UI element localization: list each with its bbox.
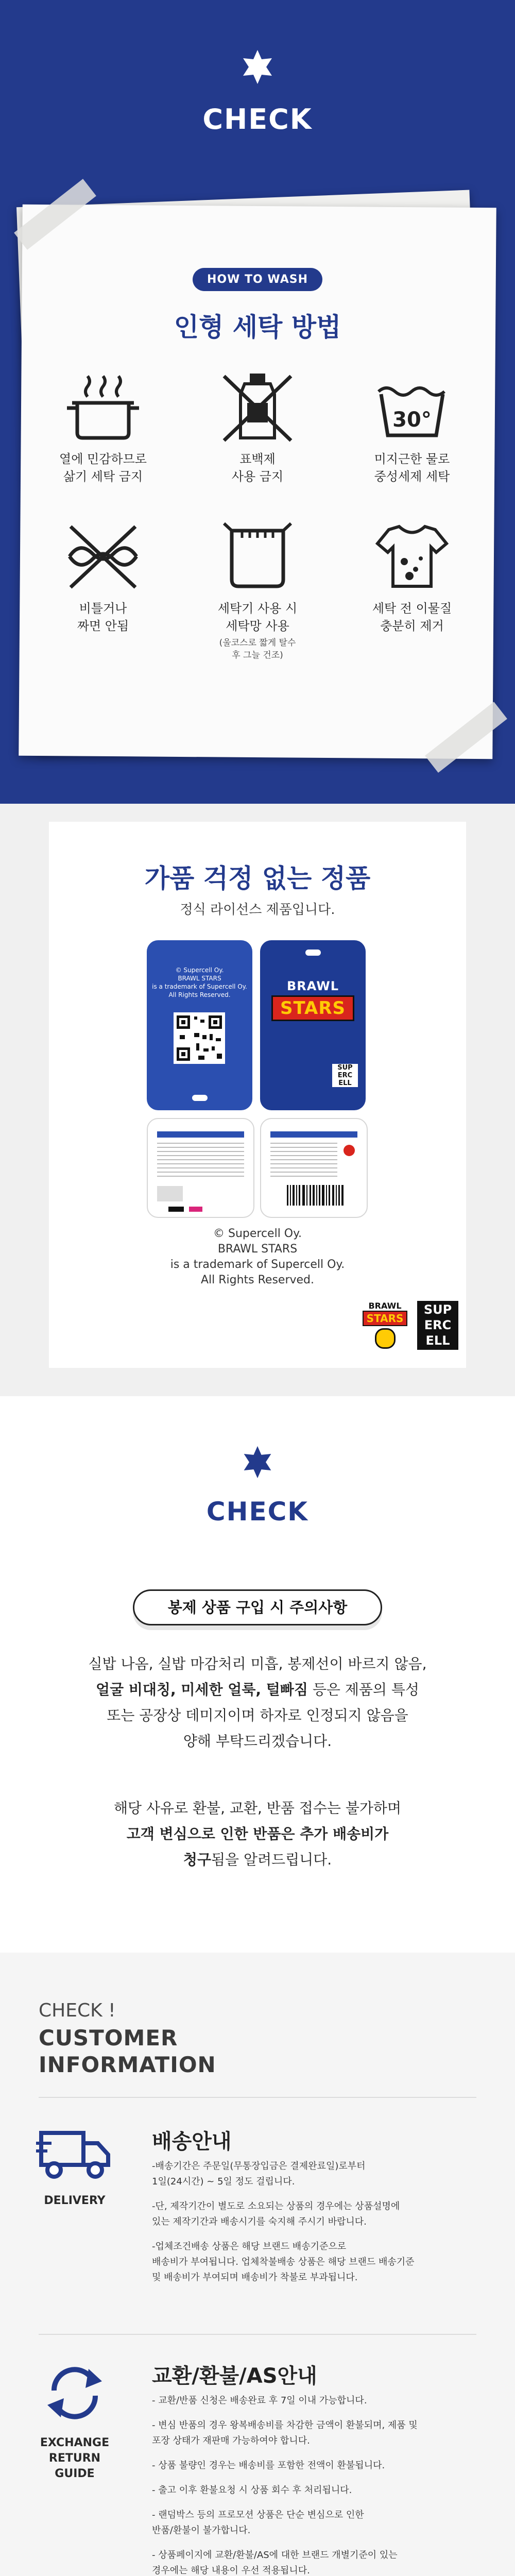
exchange-label — [26, 2435, 124, 2482]
svg-text:30°: 30° — [392, 408, 432, 432]
delivery-line: 배송비가 부여됩니다. 업체착불배송 상품은 해당 브랜드 배송기준 — [152, 2257, 415, 2267]
wash-note-line: (울코스로 짧게 탈수 — [219, 638, 296, 648]
caution-paragraph-2 — [0, 1795, 515, 1873]
exchange-label-line: EXCHANGE — [40, 2436, 110, 2449]
wash-item-wring — [41, 520, 165, 635]
delivery-truck-icon — [36, 2128, 113, 2184]
exchange-paragraph — [152, 2418, 476, 2449]
tag-legal-line: All Rights Reserved. — [168, 991, 231, 998]
wash-section — [0, 0, 515, 804]
boiling-pot-icon — [64, 371, 142, 443]
copyright-block — [49, 1226, 466, 1288]
exchange-label-line: RETURN — [48, 2452, 101, 2465]
wash-item-30 — [350, 371, 474, 485]
exchange-line: 반품/환불이 불가합니다. — [152, 2525, 251, 2536]
exchange-paragraph — [152, 2483, 476, 2498]
genuine-title: 가품 걱정 없는 정품 — [144, 863, 371, 893]
supercell-logo-line: ELL — [338, 1079, 352, 1087]
brawl-stars-logo — [360, 1301, 409, 1349]
copyright-line: is a trademark of Supercell Oy. — [170, 1258, 345, 1271]
caution-bold: 얼굴 비대칭, 미세한 얼룩, 털빠짐 — [96, 1681, 308, 1698]
delivery-line: 1일(24시간) ~ 5일 정도 걸립니다. — [152, 2176, 295, 2187]
caution-line — [0, 1677, 515, 1703]
stars-logo-text: STARS — [363, 1311, 408, 1326]
wash-item-net — [196, 520, 319, 662]
supercell-logo-line: SUP — [337, 1064, 353, 1072]
exchange-paragraph — [152, 2393, 476, 2409]
check-title: CHECK — [206, 1497, 309, 1527]
wash-caption-line: 열에 민감하므로 — [59, 452, 147, 466]
supercell-logo-line: ELL — [425, 1333, 450, 1348]
wash-caption-line: 세탁망 사용 — [226, 619, 289, 633]
genuine-section — [0, 804, 515, 1396]
exchange-line: 포장 상태가 재판매 가능하여야 합니다. — [152, 2435, 310, 2446]
delivery-line: -단, 제작기간이 별도로 소요되는 상품의 경우에는 상품설명에 — [152, 2201, 400, 2212]
wash-caption-line: 삶기 세탁 금지 — [63, 469, 143, 484]
caution-paragraph-1 — [0, 1651, 515, 1754]
badge-star-icon — [239, 49, 276, 85]
wash-caption-line: 비틀거나 — [79, 601, 127, 616]
exchange-text — [152, 2393, 476, 2576]
supercell-logo — [417, 1301, 458, 1350]
check-title: CHECK — [202, 103, 313, 135]
delivery-paragraph — [152, 2239, 476, 2285]
how-to-wash-badge: HOW TO WASH — [193, 268, 322, 291]
customer-info-section — [0, 1953, 515, 2576]
exchange-line: - 출고 이후 환불요청 시 상품 회수 후 처리됩니다. — [152, 2485, 352, 2496]
exchange-line: 경우에는 해당 내용이 우선 적용됩니다. — [152, 2565, 310, 2576]
qr-code-icon — [174, 1012, 225, 1064]
ci-big-title — [39, 2025, 216, 2078]
caution-line: 실밥 나옴, 실밥 마감처리 미흡, 봉제선이 바르지 않음, — [88, 1655, 427, 1672]
delivery-line: 및 배송비가 부여되며 배송비가 착불로 부과됩니다. — [152, 2272, 358, 2283]
brawl-logo-text: BRAWL — [286, 979, 339, 993]
barcode-icon — [287, 1185, 344, 1206]
ci-small-title: CHECK ! — [39, 2000, 116, 2021]
exchange-arrows-icon — [41, 2360, 108, 2427]
delivery-line: -배송기간은 주문일(무통장입금은 결제완료일)로부터 — [152, 2161, 366, 2172]
copyright-line: © Supercell Oy. — [213, 1227, 302, 1240]
exchange-line: - 교환/반품 신청은 배송완료 후 7일 이내 가능합니다. — [152, 2395, 367, 2406]
caution-line: 양해 부탁드리겠습니다. — [183, 1733, 332, 1750]
tag-legal-line: BRAWL STARS — [178, 975, 221, 982]
wash-item-stain — [350, 520, 474, 635]
wash-caption-line: 표백제 — [239, 452, 276, 466]
wash-30-icon — [373, 371, 451, 443]
genuine-subtitle: 정식 라이선스 제품입니다. — [180, 902, 335, 918]
divider — [39, 2334, 476, 2335]
exchange-label-line: GUIDE — [55, 2467, 95, 2480]
supercell-logo-line: ERC — [424, 1318, 452, 1332]
brawl-logo-text: BRAWL — [368, 1301, 402, 1311]
tag-white-left — [147, 1118, 254, 1218]
ci-big-title-line: CUSTOMER — [39, 2025, 178, 2050]
laundry-net-icon — [219, 520, 296, 592]
copyright-line: All Rights Reserved. — [200, 1274, 315, 1286]
genuine-card — [49, 822, 466, 1368]
caution-line: 해당 사유로 환불, 교환, 반품 접수는 불가하며 — [113, 1800, 402, 1817]
caution-line — [0, 1847, 515, 1873]
caution-pill: 봉제 상품 구입 시 주의사항 — [133, 1589, 382, 1625]
delivery-paragraph — [152, 2159, 476, 2190]
no-wring-icon — [64, 520, 142, 592]
delivery-paragraph — [152, 2199, 476, 2230]
caution-bold: 고객 변심으로 인한 반품은 추가 배송비가 — [126, 1825, 389, 1842]
wash-caption-line: 세탁기 사용 시 — [217, 601, 298, 616]
tag-back-blue — [147, 940, 252, 1110]
wash-item-boil — [41, 371, 165, 485]
shirt-stain-icon — [373, 520, 451, 592]
tag-legal-line: © Supercell Oy. — [175, 967, 224, 974]
wash-caption-line: 짜면 안됨 — [77, 619, 129, 633]
wash-caption-line: 미지근한 물로 — [374, 452, 450, 466]
wash-caption-line: 사용 금지 — [231, 469, 284, 484]
caution-line: 또는 공장상 데미지이며 하자로 인정되지 않음을 — [107, 1707, 408, 1724]
caution-section — [0, 1396, 515, 1953]
exchange-line: - 변심 반품의 경우 왕복배송비를 차감한 금액이 환불되며, 제품 및 — [152, 2420, 418, 2431]
exchange-heading: 교환/환불/AS안내 — [152, 2364, 317, 2388]
copyright-line: BRAWL STARS — [217, 1243, 298, 1256]
wash-item-bleach — [196, 371, 319, 485]
divider — [39, 2097, 476, 2098]
exchange-paragraph — [152, 2507, 476, 2538]
tag-legal-line: is a trademark of Supercell Oy. — [152, 983, 247, 990]
wash-title: 인형 세탁 방법 — [174, 312, 341, 342]
caution-line-rest: 됨을 알려드립니다. — [211, 1851, 332, 1868]
delivery-line: -업체조건배송 상품은 해당 브랜드 배송기준으로 — [152, 2241, 347, 2252]
wash-note-line: 후 그늘 건조) — [232, 650, 283, 660]
delivery-label: DELIVERY — [44, 2194, 106, 2207]
exchange-line: - 상품페이지에 교환/환불/AS에 대한 브랜드 개별기준이 있는 — [152, 2550, 398, 2561]
caution-bold: 청구 — [183, 1851, 211, 1868]
caution-line-rest: 등은 제품의 특성 — [307, 1681, 419, 1698]
badge-star-icon — [241, 1445, 274, 1479]
tag-front-navy — [260, 940, 366, 1110]
supercell-logo-line: ERC — [337, 1072, 353, 1079]
exchange-line: - 랜덤박스 등의 프로모션 상품은 단순 변심으로 인한 — [152, 2510, 364, 2520]
caution-line — [0, 1821, 515, 1847]
delivery-line: 있는 제작기간과 배송시기를 숙지해 주시기 바랍니다. — [152, 2216, 367, 2227]
exchange-paragraph — [152, 2548, 476, 2576]
wash-caption-line: 세탁 전 이물질 — [372, 601, 452, 616]
exchange-line: - 상품 불량인 경우는 배송비를 포함한 전액이 환불됩니다. — [152, 2460, 385, 2471]
wash-caption-line: 충분히 제거 — [380, 619, 444, 633]
tag-white-right — [260, 1118, 368, 1218]
no-bleach-icon — [219, 371, 296, 443]
skull-badge-icon — [375, 1328, 396, 1349]
delivery-heading: 배송안내 — [152, 2130, 232, 2154]
wash-caption-line: 중성세제 세탁 — [374, 469, 450, 484]
stars-logo-text: STARS — [271, 995, 354, 1021]
exchange-paragraph — [152, 2458, 476, 2473]
ci-big-title-line: INFORMATION — [39, 2052, 216, 2077]
supercell-logo-line: SUP — [423, 1302, 452, 1317]
delivery-text — [152, 2159, 476, 2295]
